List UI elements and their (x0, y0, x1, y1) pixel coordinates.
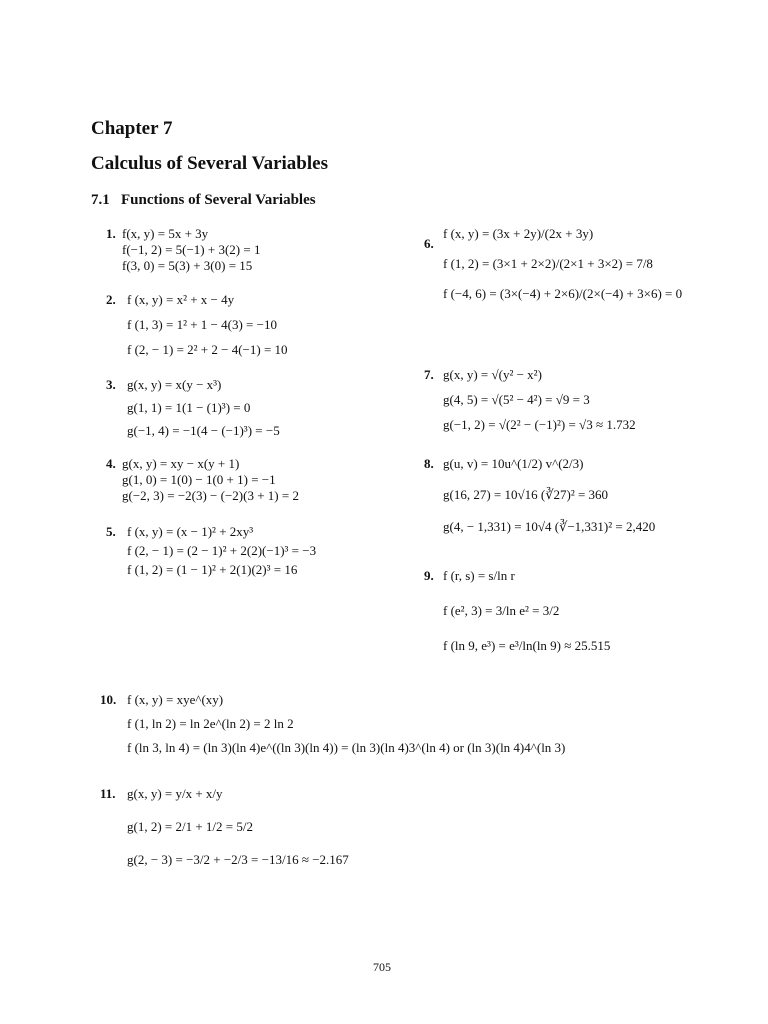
chapter-label: Chapter 7 (91, 118, 173, 139)
problem-10-number: 10. (100, 692, 117, 707)
problem-9-line-2: f (e², 3) = 3/ln e² = 3/2 (443, 603, 560, 618)
chapter-title: Calculus of Several Variables (91, 153, 328, 174)
problem-7-line-1: g(x, y) = √(y² − x²) (443, 367, 542, 382)
problem-10-line-1: f (x, y) = xye^(xy) (127, 692, 224, 707)
problem-1-line-1: f(x, y) = 5x + 3y (122, 226, 209, 241)
problem-2-number: 2. (106, 292, 116, 307)
problem-10-solution (127, 692, 565, 756)
problem-4-line-3: g(−2, 3) = −2(3) − (−2)(3 + 1) = 2 (122, 488, 299, 503)
problem-6-line-2: f (1, 2) = (3×1 + 2×2)/(2×1 + 3×2) = 7/8 (443, 256, 653, 271)
problem-4-line-2: g(1, 0) = 1(0) − 1(0 + 1) = −1 (122, 472, 276, 487)
problem-2-line-2: f (1, 3) = 1² + 1 − 4(3) = −10 (127, 317, 277, 332)
problem-5-line-1: f (x, y) = (x − 1)² + 2xy³ (127, 524, 254, 539)
problem-8-line-2: g(16, 27) = 10√16 (∛27)² = 360 (443, 487, 609, 502)
problem-10-line-2: f (1, ln 2) = ln 2e^(ln 2) = 2 ln 2 (127, 716, 294, 731)
problem-7-line-3: g(−1, 2) = √(2² − (−1)²) = √3 ≈ 1.732 (443, 417, 636, 432)
problem-1-number: 1. (106, 226, 116, 241)
section-title: 7.1 Functions of Several Variables (91, 192, 316, 208)
problem-2-line-1: f (x, y) = x² + x − 4y (127, 292, 235, 307)
problem-5-line-2: f (2, − 1) = (2 − 1)² + 2(2)(−1)³ = −3 (127, 543, 317, 558)
problem-8-line-3: g(4, − 1,331) = 10√4 (∛−1,331)² = 2,420 (443, 519, 656, 534)
problem-11-line-3: g(2, − 3) = −3/2 + −2/3 = −13/16 ≈ −2.167 (127, 852, 349, 867)
problem-7-solution (443, 367, 636, 433)
problem-4-number: 4. (106, 456, 116, 471)
problem-9-line-3: f (ln 9, e³) = e³/ln(ln 9) ≈ 25.515 (443, 638, 611, 653)
problem-9-solution (443, 568, 610, 654)
problem-3-solution (127, 377, 280, 439)
problem-1-line-3: f(3, 0) = 5(3) + 3(0) = 15 (122, 258, 253, 273)
problem-1-solution (122, 226, 260, 274)
problem-10-line-3: f (ln 3, ln 4) = (ln 3)(ln 4)e^((ln 3)(ln 4)) = (ln 3)(ln 4)3^(ln 4) or (ln 3)(ln 4)4^(ln 3) (127, 740, 566, 755)
problem-3-line-3: g(−1, 4) = −1(4 − (−1)³) = −5 (127, 423, 280, 438)
page-number: 705 (373, 960, 391, 974)
problem-2-solution (127, 292, 288, 358)
problem-5-line-3: f (1, 2) = (1 − 1)² + 2(1)(2)³ = 16 (127, 562, 298, 577)
problem-5-solution (127, 524, 316, 578)
problem-3-line-1: g(x, y) = x(y − x³) (127, 377, 222, 392)
problem-9-number: 9. (424, 568, 434, 583)
problem-2-line-3: f (2, − 1) = 2² + 2 − 4(−1) = 10 (127, 342, 288, 357)
problem-4-line-1: g(x, y) = xy − x(y + 1) (122, 456, 240, 471)
problem-4-solution (122, 456, 299, 504)
problem-6-number: 6. (424, 236, 434, 251)
problem-6-line-3: f (−4, 6) = (3×(−4) + 2×6)/(2×(−4) + 3×6) = 0 (443, 286, 683, 301)
problem-5-number: 5. (106, 524, 116, 539)
problem-8-line-1: g(u, v) = 10u^(1/2) v^(2/3) (443, 456, 584, 471)
problem-9-line-1: f (r, s) = s/ln r (443, 568, 515, 583)
problem-11-solution (127, 786, 349, 868)
problem-7-number: 7. (424, 367, 434, 382)
problem-8-solution (443, 456, 655, 535)
problem-6-line-1: f (x, y) = (3x + 2y)/(2x + 3y) (443, 226, 594, 241)
problem-3-line-2: g(1, 1) = 1(1 − (1)³) = 0 (127, 400, 251, 415)
problem-6-solution (443, 226, 682, 302)
problem-7-line-2: g(4, 5) = √(5² − 4²) = √9 = 3 (443, 392, 590, 407)
problem-11-number: 11. (100, 786, 116, 801)
problem-1-line-2: f(−1, 2) = 5(−1) + 3(2) = 1 (122, 242, 261, 257)
problem-11-line-2: g(1, 2) = 2/1 + 1/2 = 5/2 (127, 819, 253, 834)
problem-11-line-1: g(x, y) = y/x + x/y (127, 786, 223, 801)
problem-3-number: 3. (106, 377, 116, 392)
problem-8-number: 8. (424, 456, 434, 471)
